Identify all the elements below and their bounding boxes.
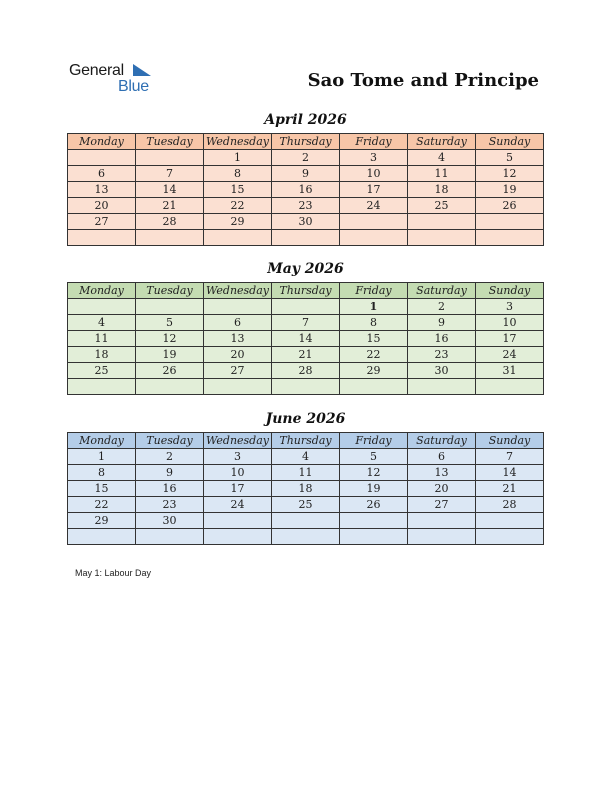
- day-cell: 20: [204, 347, 272, 363]
- empty-day-cell: [68, 529, 136, 545]
- day-cell: 29: [204, 214, 272, 230]
- day-cell: 9: [408, 315, 476, 331]
- day-cell: 3: [340, 150, 408, 166]
- day-cell: 26: [136, 363, 204, 379]
- day-cell: 4: [68, 315, 136, 331]
- day-cell: 16: [408, 331, 476, 347]
- day-cell: 6: [408, 449, 476, 465]
- weekday-header-tuesday: Tuesday: [136, 283, 204, 299]
- week-row: [68, 150, 544, 166]
- day-cell: 14: [136, 182, 204, 198]
- empty-day-cell: [68, 379, 136, 395]
- day-cell: 3: [476, 299, 544, 315]
- empty-day-cell: [340, 230, 408, 246]
- day-cell: 22: [68, 497, 136, 513]
- week-row: [68, 299, 544, 315]
- empty-day-cell: [272, 379, 340, 395]
- day-cell: 21: [476, 481, 544, 497]
- weekday-header-sunday: Sunday: [476, 134, 544, 150]
- day-cell: 19: [476, 182, 544, 198]
- logo-triangle-icon: [133, 64, 153, 78]
- holiday-note: May 1: Labour Day: [75, 568, 152, 578]
- empty-day-cell: [204, 379, 272, 395]
- week-row: [68, 497, 544, 513]
- day-cell: 21: [272, 347, 340, 363]
- empty-day-cell: [476, 379, 544, 395]
- empty-day-cell: [272, 513, 340, 529]
- empty-day-cell: [204, 529, 272, 545]
- day-cell: 2: [272, 150, 340, 166]
- week-row: [68, 481, 544, 497]
- day-cell: 29: [340, 363, 408, 379]
- calendar-may: [67, 282, 544, 395]
- day-cell: 8: [204, 166, 272, 182]
- empty-day-cell: [340, 513, 408, 529]
- day-cell: 24: [204, 497, 272, 513]
- empty-day-cell: [476, 214, 544, 230]
- weekday-header-wednesday: Wednesday: [204, 433, 272, 449]
- day-cell: 14: [476, 465, 544, 481]
- month-title-may: May 2026: [267, 261, 344, 277]
- empty-day-cell: [136, 299, 204, 315]
- week-row: [68, 465, 544, 481]
- logo-general-text: General: [69, 62, 124, 79]
- empty-day-cell: [204, 299, 272, 315]
- day-cell: 26: [340, 497, 408, 513]
- weekday-header-saturday: Saturday: [408, 283, 476, 299]
- day-cell: 18: [408, 182, 476, 198]
- day-cell: 4: [408, 150, 476, 166]
- empty-day-cell: [408, 214, 476, 230]
- day-cell: 20: [68, 198, 136, 214]
- empty-day-cell: [68, 150, 136, 166]
- day-cell: 28: [136, 214, 204, 230]
- day-cell: 25: [408, 198, 476, 214]
- week-row: [68, 347, 544, 363]
- weekday-header-monday: Monday: [68, 283, 136, 299]
- day-cell: 20: [408, 481, 476, 497]
- day-cell: 4: [272, 449, 340, 465]
- day-cell: 10: [204, 465, 272, 481]
- day-cell: 24: [340, 198, 408, 214]
- day-cell: 21: [136, 198, 204, 214]
- day-cell: 13: [408, 465, 476, 481]
- empty-day-cell: [340, 529, 408, 545]
- day-cell: 26: [476, 198, 544, 214]
- weekday-header-sunday: Sunday: [476, 433, 544, 449]
- empty-day-cell: [136, 529, 204, 545]
- day-cell: 18: [272, 481, 340, 497]
- day-cell: 31: [476, 363, 544, 379]
- weekday-header-thursday: Thursday: [272, 134, 340, 150]
- week-row: [68, 230, 544, 246]
- day-cell: 14: [272, 331, 340, 347]
- day-cell: 17: [340, 182, 408, 198]
- day-cell: 30: [272, 214, 340, 230]
- day-cell: 1: [204, 150, 272, 166]
- empty-day-cell: [340, 379, 408, 395]
- day-cell: 27: [408, 497, 476, 513]
- logo-blue-text: Blue: [118, 78, 149, 95]
- calendar-june: [67, 432, 544, 545]
- weekday-header-saturday: Saturday: [408, 433, 476, 449]
- empty-day-cell: [340, 214, 408, 230]
- day-cell: 22: [340, 347, 408, 363]
- day-cell: 7: [476, 449, 544, 465]
- day-cell: 12: [476, 166, 544, 182]
- day-cell: 7: [136, 166, 204, 182]
- day-cell: 5: [340, 449, 408, 465]
- week-row: [68, 529, 544, 545]
- weekday-header-thursday: Thursday: [272, 433, 340, 449]
- week-row: [68, 166, 544, 182]
- day-cell: 25: [272, 497, 340, 513]
- month-title-april: April 2026: [264, 112, 347, 128]
- empty-day-cell: [408, 379, 476, 395]
- week-row: [68, 449, 544, 465]
- weekday-header-tuesday: Tuesday: [136, 134, 204, 150]
- day-cell: 25: [68, 363, 136, 379]
- empty-day-cell: [136, 150, 204, 166]
- week-row: [68, 331, 544, 347]
- day-cell: 6: [204, 315, 272, 331]
- empty-day-cell: [204, 513, 272, 529]
- day-cell: 27: [204, 363, 272, 379]
- day-cell: 23: [408, 347, 476, 363]
- holiday-day-cell: 1: [340, 299, 408, 315]
- day-cell: 23: [272, 198, 340, 214]
- day-cell: 3: [204, 449, 272, 465]
- weekday-header-monday: Monday: [68, 134, 136, 150]
- day-cell: 12: [340, 465, 408, 481]
- day-cell: 12: [136, 331, 204, 347]
- empty-day-cell: [68, 230, 136, 246]
- week-row: [68, 315, 544, 331]
- empty-day-cell: [476, 230, 544, 246]
- calendar-body: [68, 150, 544, 246]
- week-row: [68, 214, 544, 230]
- week-row: [68, 379, 544, 395]
- empty-day-cell: [204, 230, 272, 246]
- day-cell: 23: [136, 497, 204, 513]
- day-cell: 11: [272, 465, 340, 481]
- calendar-body: [68, 299, 544, 395]
- weekday-header-saturday: Saturday: [408, 134, 476, 150]
- weekday-header-sunday: Sunday: [476, 283, 544, 299]
- week-row: [68, 513, 544, 529]
- empty-day-cell: [476, 513, 544, 529]
- month-title-june: June 2026: [265, 411, 346, 427]
- day-cell: 8: [340, 315, 408, 331]
- empty-day-cell: [408, 529, 476, 545]
- day-cell: 13: [204, 331, 272, 347]
- day-cell: 30: [408, 363, 476, 379]
- weekday-header-monday: Monday: [68, 433, 136, 449]
- day-cell: 10: [476, 315, 544, 331]
- day-cell: 22: [204, 198, 272, 214]
- day-cell: 6: [68, 166, 136, 182]
- week-row: [68, 198, 544, 214]
- weekday-header-row: [68, 134, 544, 150]
- country-title: Sao Tome and Principe: [307, 70, 539, 91]
- day-cell: 8: [68, 465, 136, 481]
- empty-day-cell: [408, 513, 476, 529]
- empty-day-cell: [272, 230, 340, 246]
- empty-day-cell: [408, 230, 476, 246]
- empty-day-cell: [272, 299, 340, 315]
- weekday-header-row: [68, 433, 544, 449]
- empty-day-cell: [136, 230, 204, 246]
- day-cell: 13: [68, 182, 136, 198]
- calendar-body: [68, 449, 544, 545]
- week-row: [68, 182, 544, 198]
- weekday-header-friday: Friday: [340, 433, 408, 449]
- day-cell: 9: [272, 166, 340, 182]
- day-cell: 15: [204, 182, 272, 198]
- day-cell: 24: [476, 347, 544, 363]
- day-cell: 15: [68, 481, 136, 497]
- week-row: [68, 363, 544, 379]
- weekday-header-row: [68, 283, 544, 299]
- day-cell: 5: [136, 315, 204, 331]
- weekday-header-wednesday: Wednesday: [204, 134, 272, 150]
- day-cell: 2: [136, 449, 204, 465]
- day-cell: 7: [272, 315, 340, 331]
- empty-day-cell: [476, 529, 544, 545]
- logo: [69, 62, 169, 96]
- day-cell: 28: [476, 497, 544, 513]
- weekday-header-tuesday: Tuesday: [136, 433, 204, 449]
- day-cell: 28: [272, 363, 340, 379]
- day-cell: 1: [68, 449, 136, 465]
- day-cell: 9: [136, 465, 204, 481]
- day-cell: 16: [272, 182, 340, 198]
- day-cell: 16: [136, 481, 204, 497]
- day-cell: 19: [340, 481, 408, 497]
- day-cell: 30: [136, 513, 204, 529]
- day-cell: 2: [408, 299, 476, 315]
- day-cell: 19: [136, 347, 204, 363]
- day-cell: 17: [204, 481, 272, 497]
- weekday-header-friday: Friday: [340, 134, 408, 150]
- calendar-april: [67, 133, 544, 246]
- weekday-header-thursday: Thursday: [272, 283, 340, 299]
- day-cell: 17: [476, 331, 544, 347]
- day-cell: 11: [68, 331, 136, 347]
- day-cell: 18: [68, 347, 136, 363]
- day-cell: 11: [408, 166, 476, 182]
- day-cell: 10: [340, 166, 408, 182]
- empty-day-cell: [68, 299, 136, 315]
- day-cell: 5: [476, 150, 544, 166]
- empty-day-cell: [272, 529, 340, 545]
- empty-day-cell: [136, 379, 204, 395]
- weekday-header-friday: Friday: [340, 283, 408, 299]
- day-cell: 29: [68, 513, 136, 529]
- day-cell: 15: [340, 331, 408, 347]
- day-cell: 27: [68, 214, 136, 230]
- weekday-header-wednesday: Wednesday: [204, 283, 272, 299]
